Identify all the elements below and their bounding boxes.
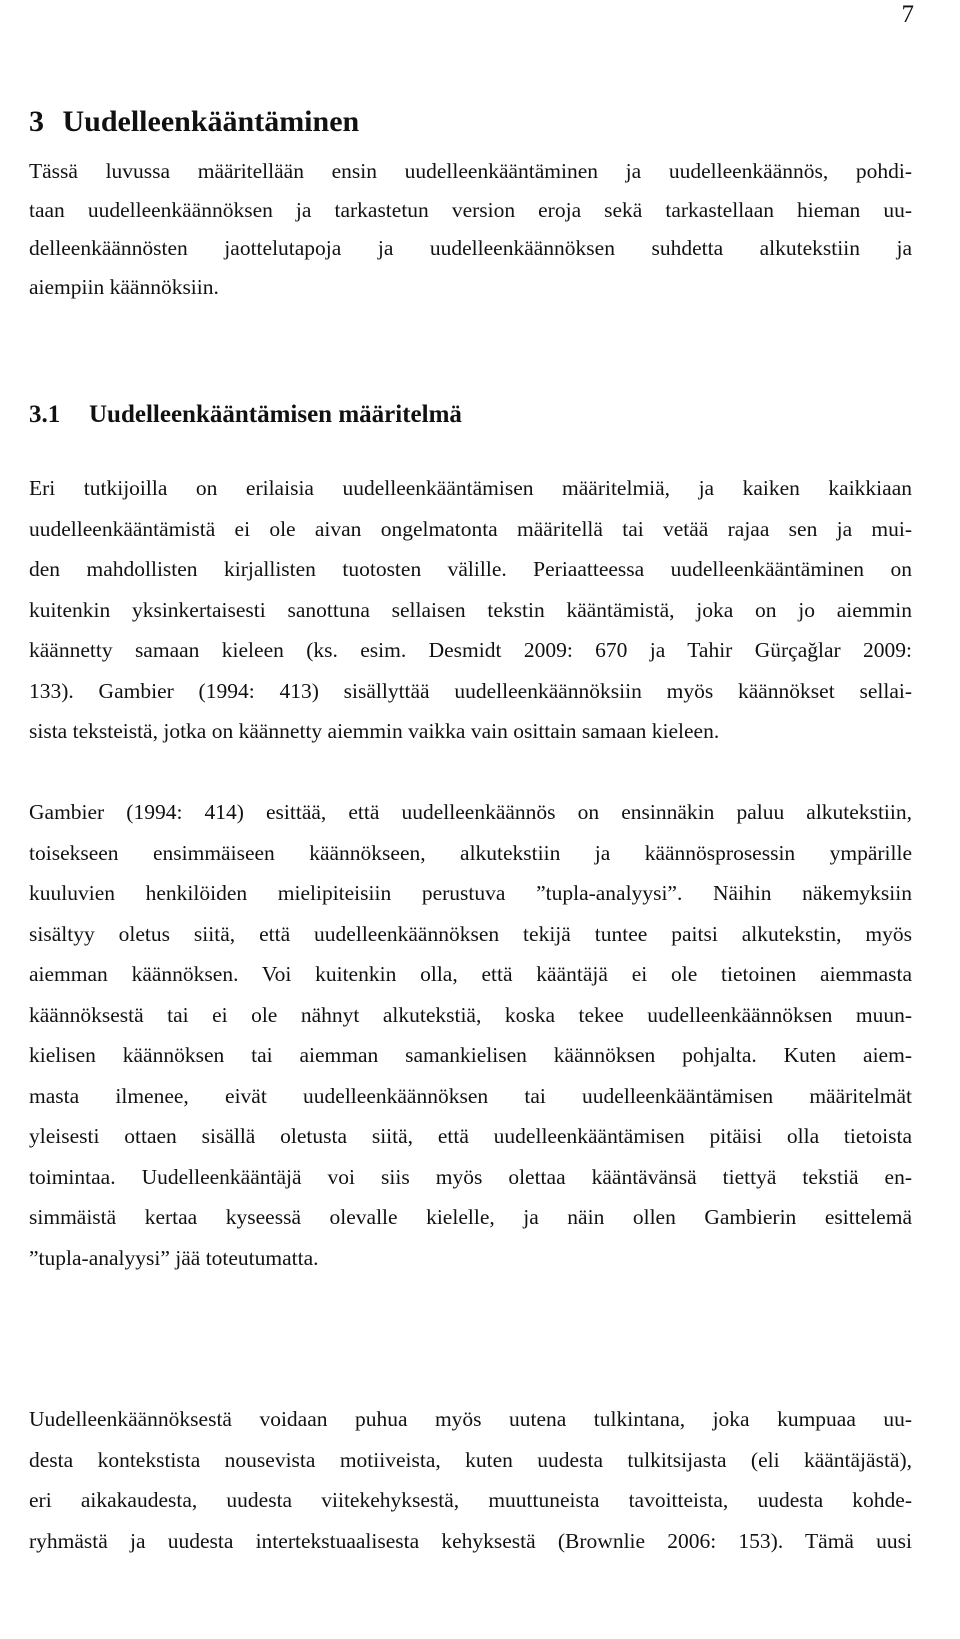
text-line: yleisesti ottaen sisällä oletusta siitä, että uudelleenkääntämisen pitäisi olla tietoista (29, 1124, 912, 1148)
section-number: 3.1 (29, 401, 61, 428)
text-line: masta ilmenee, eivät uudelleenkäännöksen tai uudelleenkääntämisen määritelmät (29, 1083, 912, 1108)
text-line: eri aikakaudesta, uudesta viitekehyksestä, muuttuneista tavoitteista, uudesta kohde- (29, 1488, 912, 1512)
chapter-number: 3 (29, 105, 44, 138)
text-line: kuitenkin yksinkertaisesti sanottuna sellaisen tekstin kääntämistä, joka on jo aiemmin (29, 597, 912, 622)
text-line: aiemman käännöksen. Voi kuitenkin olla, että kääntäjä ei ole tietoinen aiemmasta (29, 962, 912, 986)
section-title: Uudelleenkääntämisen määritelmä (89, 401, 462, 428)
text-line: aiempiin käännöksiin. (29, 274, 219, 299)
text-line: Gambier (1994: 414) esittää, että uudelleenkäännös on ensinnäkin paluu alkutekstiin, (29, 800, 912, 824)
text-line: Uudelleenkäännöksestä voidaan puhua myös uutena tulkintana, joka kumpuaa uu- (29, 1407, 912, 1431)
text-line: Tässä luvussa määritellään ensin uudelleenkääntäminen ja uudelleenkäännös, pohdi- (29, 159, 912, 183)
text-line: kuuluvien henkilöiden mielipiteisiin perustuva ”tupla-analyysi”. Näihin näkemyksiin (29, 881, 912, 905)
text-line: ryhmästä ja uudesta intertekstuaalisesta kehyksestä (Brownlie 2006: 153). Tämä uusi (29, 1528, 912, 1553)
page-number: 7 (901, 1, 914, 28)
text-line: simmäistä kertaa kyseessä olevalle kielelle, ja näin ollen Gambierin esittelemä (29, 1205, 912, 1229)
text-line: uudelleenkääntämistä ei ole aivan ongelmatonta määritellä tai vetää rajaa sen ja mui- (29, 516, 912, 541)
text-line: delleenkäännösten jaottelutapoja ja uudelleenkäännöksen suhdetta alkutekstiin ja (29, 236, 912, 260)
text-line: toimintaa. Uudelleenkääntäjä voi siis myös olettaa kääntävänsä tiettyä tekstiä en- (29, 1164, 912, 1189)
text-line: den mahdollisten kirjallisten tuotosten välille. Periaatteessa uudelleenkääntäminen on (29, 557, 912, 581)
text-line: Eri tutkijoilla on erilaisia uudelleenkääntämisen määritelmiä, ja kaiken kaikkiaan (29, 476, 912, 500)
text-line: toisekseen ensimmäiseen käännökseen, alkutekstiin ja käännösprosessin ympärille (29, 840, 912, 865)
chapter-title: Uudelleenkääntäminen (62, 105, 360, 138)
text-line: kielisen käännöksen tai aiemman samankielisen käännöksen pohjalta. Kuten aiem- (29, 1043, 912, 1067)
text-line: käännetty samaan kieleen (ks. esim. Desmidt 2009: 670 ja Tahir Gürçağlar 2009: (29, 638, 912, 662)
text-line: taan uudelleenkäännöksen ja tarkastetun version eroja sekä tarkastellaan hieman uu- (29, 197, 912, 222)
chapter-heading (29, 102, 359, 142)
text-line: ”tupla-analyysi” jää toteutumatta. (29, 1245, 319, 1270)
section-heading (29, 398, 462, 432)
text-line: sista teksteistä, jotka on käännetty aiemmin vaikka vain osittain samaan kieleen. (29, 719, 720, 743)
text-line: sisältyy oletus siitä, että uudelleenkäännöksen tekijä tuntee paitsi alkutekstin, myös (29, 921, 912, 946)
text-line: käännöksestä tai ei ole nähnyt alkutekstiä, koska tekee uudelleenkäännöksen muun- (29, 1002, 912, 1027)
text-line: desta kontekstista nousevista motiiveista, kuten uudesta tulkitsijasta (eli kääntäjästä), (29, 1447, 912, 1472)
text-line: 133). Gambier (1994: 413) sisällyttää uudelleenkäännöksiin myös käännökset sellai- (29, 678, 912, 703)
